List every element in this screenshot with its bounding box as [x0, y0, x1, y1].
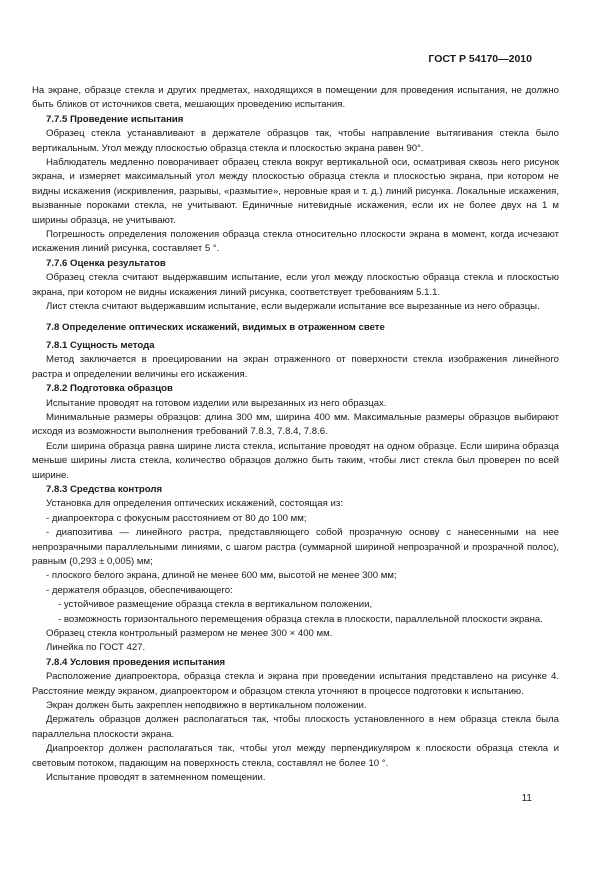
paragraph: Если ширина образца равна ширине листа стекла, испытание проводят на одном образце. Если ширина образца меньше ширины листа стекла, количество образцов должно быть таким, чтобы лист стекла был проверен по всей ширине. [32, 440, 559, 481]
paragraph: Установка для определения оптических искажений, состоящая из: [46, 498, 343, 510]
paragraph: Лист стекла считают выдержавшим испытание, если выдержали испытание все вырезанные из него образцы. [46, 301, 540, 313]
paragraph: Образец стекла считают выдержавшим испытание, если угол между плоскостью образца стекла и плоскостью экрана, при котором не видны искажения линий рисунка, соответствует требованиям 5.1.1. [32, 272, 559, 298]
paragraph: Образец стекла устанавливают в держателе образцов так, чтобы направление вытягивания стекла было вертикальным. Угол между плоскостью образца стекла и плоскостью экрана равен 90°. [32, 128, 559, 154]
section-heading-7-8-2: 7.8.2 Подготовка образцов [46, 383, 173, 395]
paragraph: Линейка по ГОСТ 427. [46, 642, 146, 654]
section-heading-7-7-5: 7.7.5 Проведение испытания [46, 113, 184, 125]
list-item: - плоского белого экрана, длиной не менее 600 мм, высотой не менее 300 мм; [46, 570, 397, 582]
paragraph: Минимальные размеры образцов: длина 300 мм, ширина 400 мм. Максимальные размеры образцов выбирают исходя из возможности выполнения требований 7.8.3, 7.8.4, 7.8.6. [32, 411, 559, 438]
paragraph: Образец стекла контрольный размером не менее 300 × 400 мм. [46, 628, 333, 640]
paragraph: Наблюдатель медленно поворачивает образец стекла вокруг вертикальной оси, осматривая сквозь него рисунок экрана, и измеряет максимальный угол между плоскостью образца стекла и плоскостью экрана, при котором не видны искажения (искривления, разрывы, «размытие», неровные края и т. д.) линий рисунка. Локальные искажения, вызванные пороками стекла, не учитывают. Единичные нитевидные искажения, если их не более двух на 1 м ширины образца, не учитывают. [32, 157, 559, 226]
paragraph: Испытание проводят в затемненном помещении. [46, 772, 266, 784]
list-item: - диапроектора с фокусным расстоянием от 80 до 100 мм; [46, 512, 307, 524]
section-heading-7-8-1: 7.8.1 Сущность метода [46, 339, 155, 351]
list-item: - диапозитива — линейного растра, представляющего собой прозрачную основу с нанесенными на нее непрозрачными параллельными линиями, с шагом растра (суммарной шириной непрозрачной и прозрачной полос), равным (0,293 ± 0,005) мм; [32, 527, 559, 567]
paragraph: Метод заключается в проецировании на экран отраженного от поверхности стекла изображения линейного растра и определении величины его искажения. [32, 354, 559, 380]
section-heading-7-8-3: 7.8.3 Средства контроля [46, 483, 163, 495]
paragraph: Держатель образцов должен располагаться так, чтобы плоскость установленного в нем образца стекла была параллельна плоскости экрана. [32, 714, 559, 740]
sub-list-item: - возможность горизонтального перемещения образца стекла в плоскости, параллельной плоскости экрана. [58, 613, 543, 625]
paragraph: Погрешность определения положения образца стекла относительно плоскости экрана в момент, когда исчезают искажения линий рисунка, составляет 5 °. [32, 229, 559, 255]
paragraph: На экране, образце стекла и других предметах, находящихся в помещении для проведения испытания, не должно быть бликов от источников света, мешающих проведению испытания. [32, 85, 559, 111]
section-heading-7-8: 7.8 Определение оптических искажений, видимых в отраженном свете [46, 321, 385, 333]
paragraph: Экран должен быть закреплен неподвижно в вертикальном положении. [46, 700, 367, 712]
paragraph: Диапроектор должен располагаться так, чтобы угол между перпендикуляром к плоскости образца стекла и световым потоком, падающим на поверхность стекла, составлял не более 10 °. [32, 743, 559, 769]
paragraph: Испытание проводят на готовом изделии или вырезанных из него образцах. [46, 397, 387, 409]
section-heading-7-8-4: 7.8.4 Условия проведения испытания [46, 656, 226, 668]
paragraph: Расположение диапроектора, образца стекла и экрана при проведении испытания представлено на рисунке 4. Расстояние между экраном, диапроектором и образцом стекла уточняют в процессе подготовки к испытанию. [32, 671, 559, 697]
document-body [32, 84, 559, 786]
section-heading-7-7-6: 7.7.6 Оценка результатов [46, 257, 166, 269]
page-number: 11 [521, 793, 532, 804]
list-item: - держателя образцов, обеспечивающего: [46, 584, 233, 596]
sub-list-item: - устойчивое размещение образца стекла в вертикальном положении, [58, 599, 373, 611]
document-id-header: ГОСТ Р 54170—2010 [428, 53, 532, 65]
